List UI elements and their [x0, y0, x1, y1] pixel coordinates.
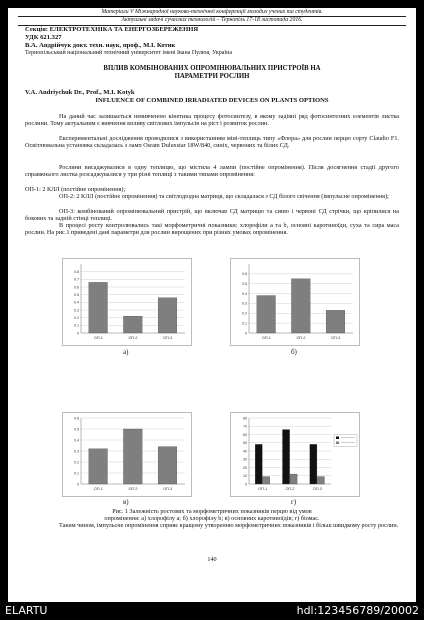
y-tick-label: 80	[243, 416, 247, 421]
section-label: Секція: ЕЛЕКТРОТЕХНІКА ТА ЕНЕРГОЗБЕРЕЖЕННЯ	[25, 26, 199, 33]
authors-en: V.A. Andriychuk Dr., Prof., M.I. Kotyk	[25, 89, 135, 96]
x-tick-label: ОП-2	[128, 336, 138, 340]
y-tick-label: 0.3	[242, 301, 247, 306]
bar	[89, 282, 108, 333]
y-tick-label: 0	[77, 482, 79, 487]
x-tick-label: ОП-1	[93, 487, 103, 491]
panel-label-d: г)	[291, 498, 297, 506]
bar	[326, 310, 345, 333]
header-line-2: Актуальні задачі сучасних технологій – Тернопіль 17-18 листопада 2016.	[18, 17, 406, 25]
footer-handle: hdl:123456789/20002	[296, 604, 419, 617]
chart-chlorophyll-b	[230, 258, 360, 346]
footer-repository: ELARTU	[5, 604, 48, 617]
y-tick-label: 0.4	[242, 291, 247, 296]
bar	[158, 447, 177, 484]
paragraph-results: В процесі росту контролювались такі морфометричні показники: хлорофіли a та b, основні каротиноїди, суха та сира маса рослин. На рис.1 приведені дані параметри для рослин вирощених при різних умовах опромінення.	[25, 222, 399, 237]
y-tick-label: 0.6	[74, 416, 79, 421]
affiliation: Тернопільський національний технічний університет імені Івана Пулюя, Україна	[25, 50, 232, 56]
y-tick-label: 0.5	[74, 427, 79, 432]
figure-caption-line-1: Рис. 1 Залежність ростових та морфометричних показників перцю від умов	[112, 508, 312, 515]
paragraph-setup: Рослини висаджувалися в одну теплицю, що містила 4 лампи (постійне опромінення). Після досягнення стадії другого справжнього листка розсаджувалися у три різні теплиці з такими типами опромінення:	[25, 164, 399, 179]
chart-d-svg	[231, 413, 359, 496]
paper-page	[8, 8, 416, 602]
y-tick-label: 0.8	[74, 269, 79, 274]
bar	[123, 316, 142, 333]
y-tick-label: 0.1	[74, 323, 79, 328]
bar	[89, 449, 108, 484]
title-ua-line-2: ПАРАМЕТРИ РОСЛИН	[174, 73, 250, 80]
paragraph-intro: На даний час залишається невивченою кінетика процесу фотосинтезу, в якому задіяні ряд фотосинтезних елементів листка рослини. Тому актуальним є вивчення впливу світлових імпульсів на ріст і розвиток рослин.	[25, 113, 399, 128]
chart-c-svg	[63, 413, 191, 496]
legend-swatch	[336, 442, 339, 445]
x-tick-label: ОП-1	[261, 336, 271, 340]
y-tick-label: 0.6	[242, 272, 247, 277]
y-tick-label: 0	[245, 331, 247, 336]
chart-chlorophyll-a	[62, 258, 192, 346]
x-tick-label: ОП-2	[285, 487, 295, 491]
list-item-op2: ОП-2: 2 КЛЛ (постійне опромінення) та світлодіодна матриця, що складалася з СД білого свічення (імпульсне опромінення);	[59, 193, 389, 200]
x-tick-label: ОП-3	[331, 336, 341, 340]
y-tick-label: 60	[243, 432, 247, 437]
panel-label-c: в)	[123, 498, 129, 506]
x-tick-label: ОП-2	[128, 487, 138, 491]
y-tick-label: 40	[243, 449, 247, 454]
bar	[263, 477, 270, 484]
x-tick-label: ОП-1	[93, 336, 103, 340]
paragraph-method: Експериментальні дослідження проводилися з використанням міні-теплиць типу «Флора» для рослин перцю сорту Claudio F1. Освітлювальна установка складалась з ламп Osram Duluxstar 18W/840, синіх, червоних та білих СД.	[25, 135, 399, 150]
y-tick-label: 0	[245, 482, 247, 487]
page-number: 140	[207, 556, 217, 563]
bar	[158, 298, 177, 333]
y-tick-label: 0.2	[242, 311, 247, 316]
bar	[255, 444, 262, 484]
x-tick-label: ОП-3	[163, 336, 173, 340]
bar	[310, 444, 317, 484]
y-tick-label: 0.1	[242, 321, 247, 326]
chart-a-svg	[63, 259, 191, 345]
legend-box	[334, 435, 357, 447]
y-tick-label: 0.5	[74, 292, 79, 297]
title-ua-line-1: ВПЛИВ КОМБІНОВАНИХ ОПРОМІНЮВАЛЬНИХ ПРИСТРОЇВ НА	[103, 65, 321, 72]
y-tick-label: 20	[243, 465, 247, 470]
y-tick-label: 0.7	[74, 277, 79, 282]
chart-carotenoids	[62, 412, 192, 497]
conference-header	[18, 9, 406, 26]
y-tick-label: 0	[77, 331, 79, 336]
bar	[291, 279, 310, 333]
chart-biomass	[230, 412, 360, 497]
x-tick-label: ОП-3	[312, 487, 322, 491]
y-tick-label: 0.4	[74, 300, 79, 305]
bar	[123, 429, 142, 484]
y-tick-label: 0.1	[74, 471, 79, 476]
y-tick-label: 0.5	[242, 282, 247, 287]
y-tick-label: 0.3	[74, 449, 79, 454]
x-tick-label: ОП-2	[296, 336, 306, 340]
bar	[282, 430, 289, 484]
bar	[317, 477, 324, 484]
paragraph-conclusion: Таким чином, імпульсне опромінення сприяє кращому утворенню морфометричних показників і більш швидкому росту рослин.	[59, 522, 399, 529]
y-tick-label: 10	[243, 474, 247, 479]
y-tick-label: 30	[243, 457, 247, 462]
y-tick-label: 0.2	[74, 315, 79, 320]
chart-b-svg	[231, 259, 359, 345]
title-en: INFLUENCE OF COMBINED IRRADIATED DEVICES ON PLANTS OPTIONS	[95, 97, 329, 104]
header-line-1: Матеріали V Міжнародної науково-технічної конференції молодих учених та студентів.	[18, 9, 406, 17]
figure-caption-line-2: опромінення: а) хлорофілу a; б) хлорофілу b; в) основних каротиноїдів; г) біомас.	[104, 515, 320, 522]
authors-ua: В.А. Андрійчук докт. техн. наук, проф., М.І. Котик	[25, 42, 176, 49]
bar	[257, 296, 276, 333]
bar	[290, 474, 297, 484]
list-item-op1: ОП-1: 2 КЛЛ (постійне опромінення);	[25, 186, 126, 193]
panel-label-b: б)	[291, 348, 297, 356]
legend-swatch	[336, 437, 339, 440]
y-tick-label: 70	[243, 424, 247, 429]
x-tick-label: ОП-3	[163, 487, 173, 491]
y-tick-label: 0.3	[74, 308, 79, 313]
udc-code: УДК 621.327	[25, 34, 62, 41]
x-tick-label: ОП-1	[258, 487, 268, 491]
archive-footer	[0, 602, 424, 620]
y-tick-label: 50	[243, 441, 247, 446]
panel-label-a: а)	[123, 348, 129, 356]
y-tick-label: 0.2	[74, 460, 79, 465]
y-tick-label: 0.4	[74, 438, 79, 443]
list-item-op3: ОП-3: комбінований опромінювальний пристрій, що включав СД матрицю та синю і червоні СД стрічки, що кріпилися на бокових та задній стінці теплиці.	[25, 208, 399, 223]
y-tick-label: 0.6	[74, 285, 79, 290]
